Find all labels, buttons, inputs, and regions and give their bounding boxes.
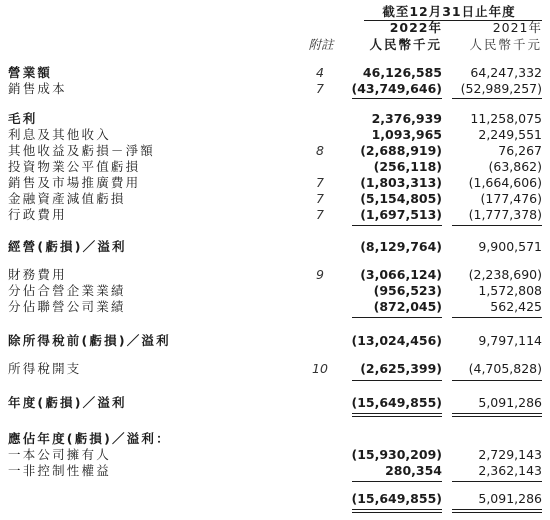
- year-prior-header: 2021年: [492, 20, 542, 35]
- row-label-impairment-financial-assets: 金融資產減值虧損: [8, 191, 126, 206]
- row-current-attributable-total: (15,649,855): [351, 491, 442, 506]
- row-current-investment-property-loss: (256,118): [373, 159, 442, 174]
- subtotal-rule-current: [352, 481, 442, 482]
- attributable-heading: 應佔年度(虧損)／溢利：: [8, 431, 171, 446]
- row-prior-cost-of-sales: (52,989,257): [460, 81, 542, 96]
- subtotal-rule-current: [352, 317, 442, 318]
- year-current-header: 2022年: [389, 20, 442, 35]
- row-current-non-controlling-interests: 280,354: [385, 463, 442, 478]
- row-current-profit-before-tax: (13,024,456): [351, 333, 442, 348]
- total-double-rule-prior-bottom: [452, 416, 542, 417]
- total-double-rule-current-bottom: [352, 416, 442, 417]
- row-note-finance-costs: 9: [316, 267, 324, 282]
- row-prior-investment-property-loss: (63,862): [488, 159, 542, 174]
- row-current-other-gains-losses: (2,688,919): [360, 143, 442, 158]
- row-note-impairment-financial-assets: 7: [316, 191, 324, 206]
- row-prior-profit-for-year: 5,091,286: [478, 395, 542, 410]
- total-double-rule-current-bottom: [352, 512, 442, 513]
- row-prior-attributable-total: 5,091,286: [478, 491, 542, 506]
- row-label-owners-of-company: 一本公司擁有人: [8, 447, 111, 462]
- row-label-share-joint-ventures: 分佔合營企業業績: [8, 283, 126, 298]
- row-label-profit-for-year: 年度(虧損)／溢利: [8, 395, 127, 410]
- row-label-investment-property-loss: 投資物業公平值虧損: [8, 159, 141, 174]
- row-prior-share-joint-ventures: 1,572,808: [478, 283, 542, 298]
- unit-current-header: 人民幣千元: [369, 37, 442, 52]
- subtotal-rule-prior: [452, 317, 542, 318]
- row-note-administrative-expenses: 7: [316, 207, 324, 222]
- row-note-cost-of-sales: 7: [316, 81, 324, 96]
- row-prior-revenue: 64,247,332: [470, 65, 542, 80]
- subtotal-rule-current: [352, 98, 442, 99]
- row-prior-selling-marketing: (1,664,606): [468, 175, 542, 190]
- row-label-profit-before-tax: 除所得稅前(虧損)／溢利: [8, 333, 171, 348]
- row-prior-other-gains-losses: 76,267: [498, 143, 542, 158]
- row-prior-owners-of-company: 2,729,143: [478, 447, 542, 462]
- subtotal-rule-prior: [452, 225, 542, 226]
- row-current-finance-costs: (3,066,124): [360, 267, 442, 282]
- row-prior-share-associates: 562,425: [490, 299, 542, 314]
- row-label-cost-of-sales: 銷售成本: [8, 81, 67, 96]
- row-current-cost-of-sales: (43,749,646): [351, 81, 442, 96]
- row-prior-non-controlling-interests: 2,362,143: [478, 463, 542, 478]
- row-note-revenue: 4: [316, 65, 324, 80]
- row-note-selling-marketing: 7: [316, 175, 324, 190]
- row-label-gross-profit: 毛利: [8, 111, 38, 126]
- row-prior-administrative-expenses: (1,777,378): [468, 207, 542, 222]
- row-label-income-tax: 所得稅開支: [8, 361, 82, 376]
- total-double-rule-prior-top: [452, 509, 542, 510]
- row-label-finance-costs: 財務費用: [8, 267, 67, 282]
- subtotal-rule-prior: [452, 380, 542, 381]
- row-current-income-tax: (2,625,399): [360, 361, 442, 376]
- row-label-operating-result: 經營(虧損)／溢利: [8, 239, 127, 254]
- unit-prior-header: 人民幣千元: [469, 37, 542, 52]
- row-current-revenue: 46,126,585: [362, 65, 442, 80]
- subtotal-rule-current: [352, 380, 442, 381]
- row-label-revenue: 營業額: [8, 65, 53, 80]
- row-prior-income-tax: (4,705,828): [468, 361, 542, 376]
- row-current-share-associates: (872,045): [373, 299, 442, 314]
- period-header: 截至12月31日止年度: [382, 4, 516, 19]
- row-current-profit-for-year: (15,649,855): [351, 395, 442, 410]
- row-label-share-associates: 分佔聯營公司業績: [8, 299, 126, 314]
- note-column-header: 附註: [308, 37, 334, 52]
- row-current-selling-marketing: (1,803,313): [360, 175, 442, 190]
- subtotal-rule-prior: [452, 98, 542, 99]
- row-label-administrative-expenses: 行政費用: [8, 207, 67, 222]
- row-current-administrative-expenses: (1,697,513): [360, 207, 442, 222]
- row-label-non-controlling-interests: 一非控制性權益: [8, 463, 111, 478]
- row-current-gross-profit: 2,376,939: [371, 111, 442, 126]
- subtotal-rule-prior: [452, 481, 542, 482]
- row-label-selling-marketing: 銷售及市場推廣費用: [8, 175, 141, 190]
- row-note-income-tax: 10: [312, 361, 328, 376]
- row-current-interest-income: 1,093,965: [371, 127, 442, 142]
- total-double-rule-current-top: [352, 413, 442, 414]
- row-prior-finance-costs: (2,238,690): [468, 267, 542, 282]
- row-current-impairment-financial-assets: (5,154,805): [360, 191, 442, 206]
- row-current-owners-of-company: (15,930,209): [351, 447, 442, 462]
- row-label-other-gains-losses: 其他收益及虧損－淨額: [8, 143, 156, 158]
- row-prior-operating-result: 9,900,571: [478, 239, 542, 254]
- subtotal-rule-current: [352, 225, 442, 226]
- total-double-rule-prior-bottom: [452, 512, 542, 513]
- row-prior-interest-income: 2,249,551: [478, 127, 542, 142]
- row-current-operating-result: (8,129,764): [360, 239, 442, 254]
- row-prior-impairment-financial-assets: (177,476): [480, 191, 542, 206]
- row-current-share-joint-ventures: (956,523): [373, 283, 442, 298]
- row-prior-gross-profit: 11,258,075: [470, 111, 542, 126]
- row-label-interest-income: 利息及其他收入: [8, 127, 111, 142]
- total-double-rule-prior-top: [452, 413, 542, 414]
- row-prior-profit-before-tax: 9,797,114: [478, 333, 542, 348]
- row-note-other-gains-losses: 8: [316, 143, 324, 158]
- total-double-rule-current-top: [352, 509, 442, 510]
